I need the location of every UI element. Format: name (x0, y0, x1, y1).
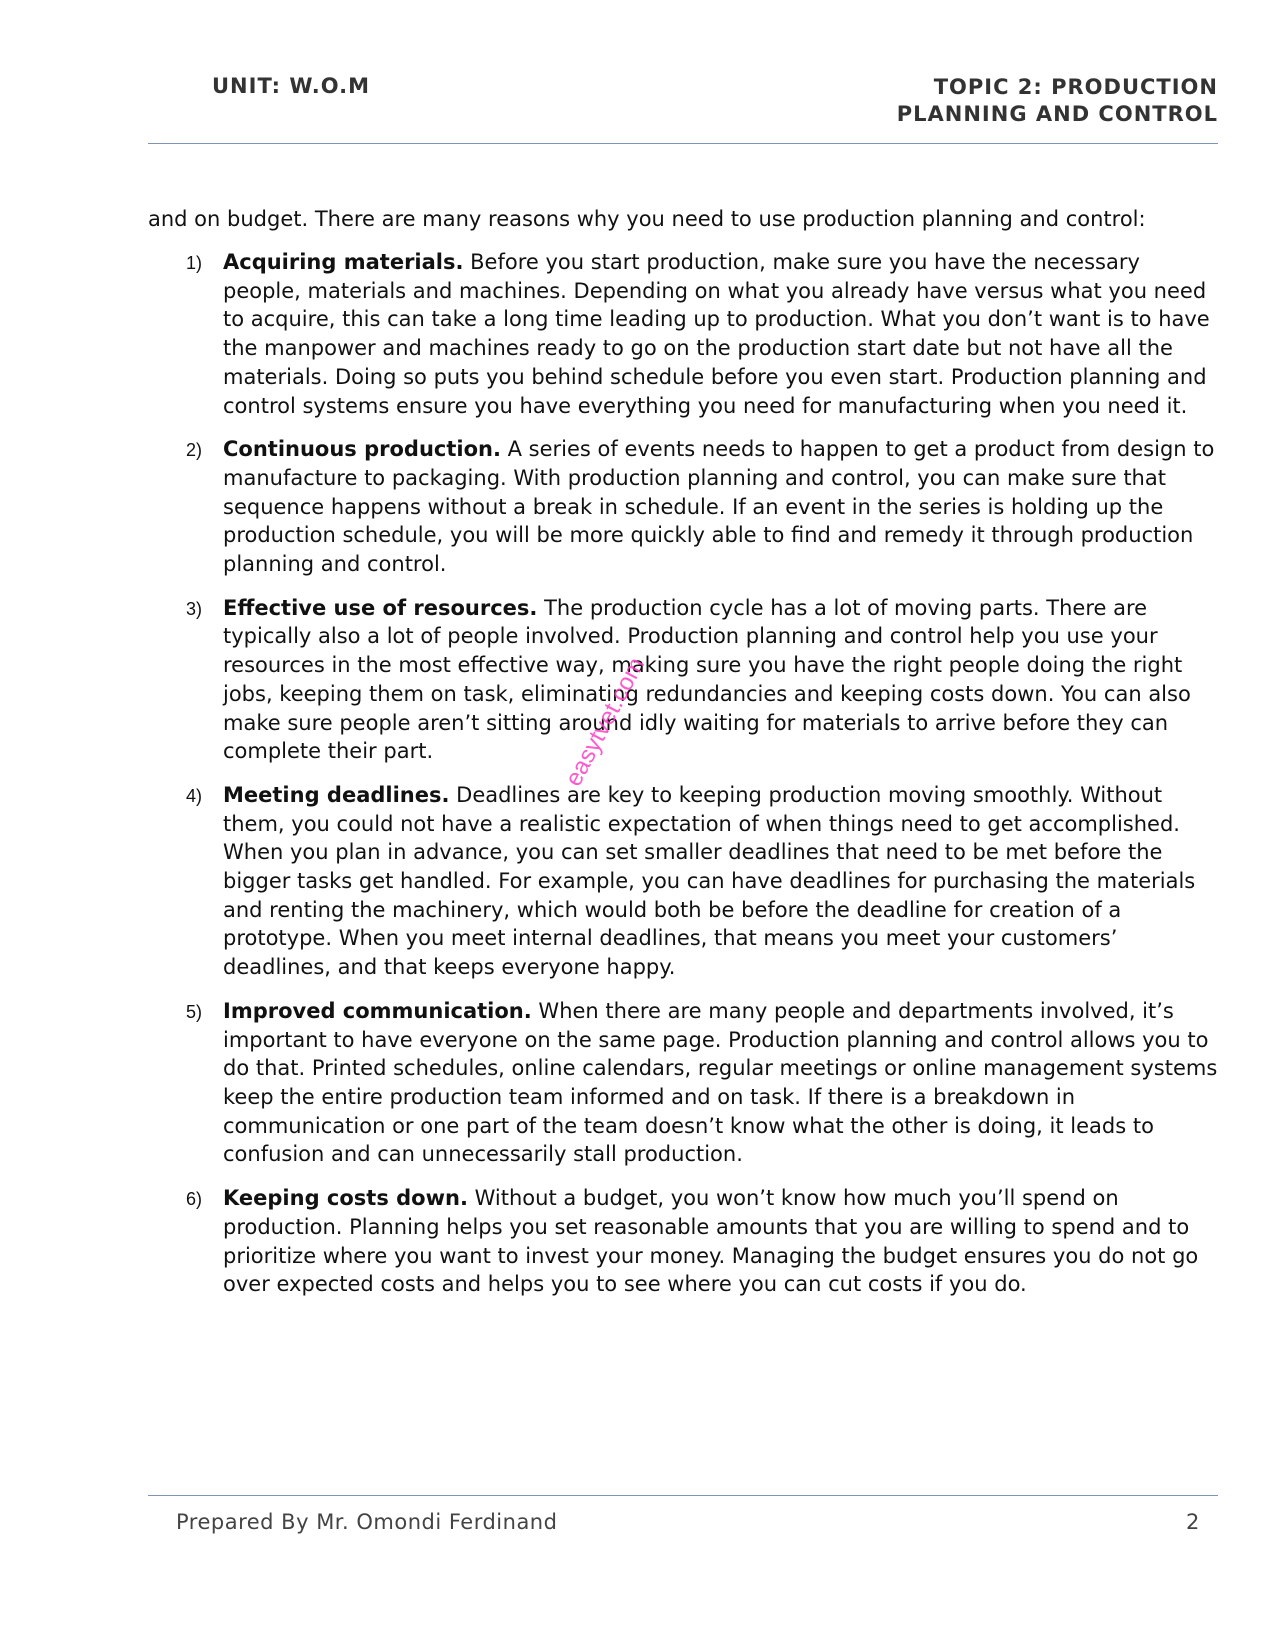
item-title: Continuous production. (223, 437, 501, 462)
item-title: Improved communication. (223, 998, 532, 1023)
item-text: A series of events needs to happen to get a product from design to manufacture to packaging. With production planning and control, you can make sure that sequence happens without a break in schedule. If an event in the series is holding up the production schedule, you will be more quickly able to find and remedy it through production planning and control. (223, 437, 1215, 577)
list-item (148, 435, 1222, 579)
list-number: 2) (186, 440, 203, 461)
list-number: 4) (186, 785, 203, 806)
reasons-list (148, 248, 1222, 1299)
item-text: Before you start production, make sure you have the necessary people, materials and machines. Depending on what you already have versus what you need to acquire, this can take a long time leading up to production. What you don’t want is to have the manpower and machines ready to go on the production start date but not have all the materials. Doing so puts you behind schedule before you even start. Production planning and control systems ensure you have everything you need for manufacturing when you need it. (223, 250, 1210, 418)
header-topic (897, 74, 1218, 128)
list-item (148, 1184, 1222, 1299)
intro-paragraph: and on budget. There are many reasons why you need to use production planning and control: (148, 207, 1146, 231)
item-text: The production cycle has a lot of moving parts. There are typically also a lot of people involved. Production planning and control help you use your resources in the most effective way, making sure you have the right people doing the right jobs, keeping them on task, eliminating redundancies and keeping costs down. You can also make sure people aren’t sitting around idly waiting for materials to arrive before they can complete their part. (223, 595, 1191, 764)
footer-author: Prepared By Mr. Omondi Ferdinand (176, 1510, 558, 1534)
list-number: 1) (186, 253, 203, 273)
list-number: 6) (186, 1189, 203, 1210)
list-item (148, 248, 1222, 420)
list-item (148, 997, 1222, 1169)
item-title: Meeting deadlines. (223, 782, 450, 807)
watermark: easytvet.com (560, 653, 651, 791)
item-text: Deadlines are key to keeping production moving smoothly. Without them, you could not have a realistic expectation of when things need to get accomplished. When you plan in advance, you can set smaller deadlines that need to be met before the bigger tasks get handled. For example, you can have deadlines for purchasing the materials and renting the machinery, which would both be before the deadline for creation of a prototype. When you meet internal deadlines, that means you meet your customers’ deadlines, and that keeps everyone happy. (223, 782, 1196, 980)
list-number: 5) (186, 1001, 203, 1022)
item-text: When there are many people and departments involved, it’s important to have everyone on the same page. Production planning and control allows you to do that. Printed schedules, online calendars, regular meetings or online management systems keep the entire production team informed and on task. If there is a breakdown in communication or one part of the team doesn’t know what the other is doing, it leads to confusion and can unnecessarily stall production. (223, 998, 1218, 1167)
header-unit: UNIT: W.O.M (212, 74, 371, 98)
list-number: 3) (186, 598, 203, 619)
header-topic-line1: TOPIC 2: PRODUCTION (933, 75, 1218, 99)
document-body (148, 205, 1222, 1314)
list-item (148, 594, 1222, 766)
item-title: Acquiring materials. (223, 250, 464, 274)
footer-divider (148, 1495, 1218, 1496)
item-text: Without a budget, you won’t know how much you’ll spend on production. Planning helps you set reasonable amounts that you are willing to spend and to prioritize where you want to invest your money. Managing the budget ensures you do not go over expected costs and helps you to see where you can cut costs if you do. (223, 1186, 1199, 1297)
list-item (148, 781, 1222, 982)
header-divider (148, 143, 1218, 144)
item-title: Keeping costs down. (223, 1186, 468, 1211)
header-topic-line2: PLANNING AND CONTROL (896, 102, 1218, 126)
page-number: 2 (1186, 1510, 1200, 1534)
item-title: Effective use of resources. (223, 595, 538, 620)
